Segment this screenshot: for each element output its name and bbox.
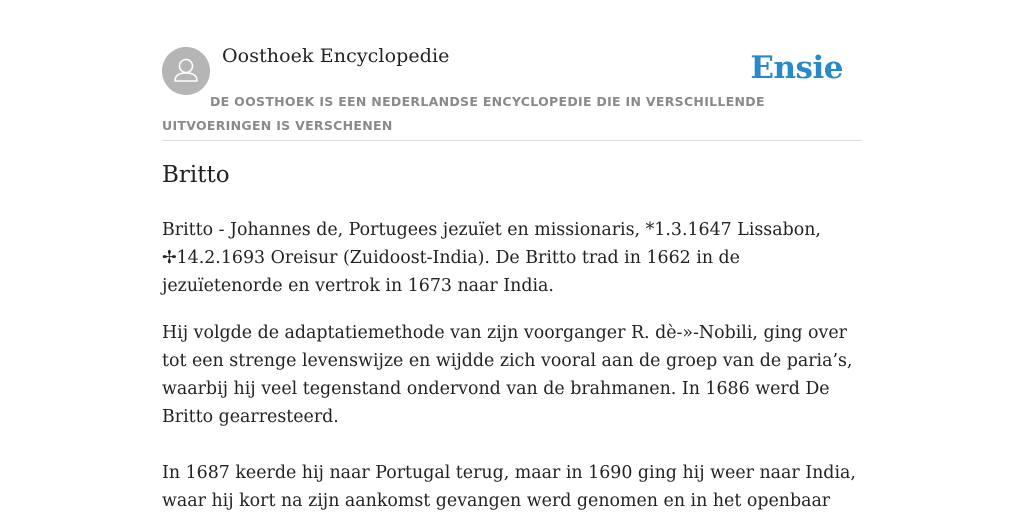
header	[162, 0, 862, 141]
article-paragraph: Hij volgde de adaptatiemethode van zijn voorganger R. dè-»-Nobili, ging over tot een strenge levenswijze en wijdde zich vooral aan de groep van de paria’s, waarbij hij veel tegenstand ondervond van de brahmanen. In 1686 werd De Britto gearresteerd.	[162, 323, 853, 427]
user-avatar-icon[interactable]	[162, 47, 210, 95]
content-container	[162, 0, 862, 511]
source-description: DE OOSTHOEK IS EEN NEDERLANDSE ENCYCLOPEDIE DIE IN VERSCHILLENDE UITVOERINGEN IS VERSCHENEN	[162, 94, 765, 133]
brand-logo[interactable]: Ensie	[750, 50, 843, 86]
article-title: Britto	[162, 162, 230, 188]
article-paragraph: In 1687 keerde hij naar Portugal terug, maar in 1690 ging hij weer naar India, waar hij kort na zijn aankomst gevangen werd genomen en in het openbaar	[162, 463, 856, 511]
article-paragraph: Britto - Johannes de, Portugees jezuïet en missionaris, *1.3.1647 Lissabon, ✢14.2.1693 Oreisur (Zuidoost-India). De Britto trad in 1662 in de jezuïetenorde en vertrok in 1673 naar India.	[162, 220, 821, 296]
source-name-link[interactable]: Oosthoek Encyclopedie	[222, 45, 450, 67]
